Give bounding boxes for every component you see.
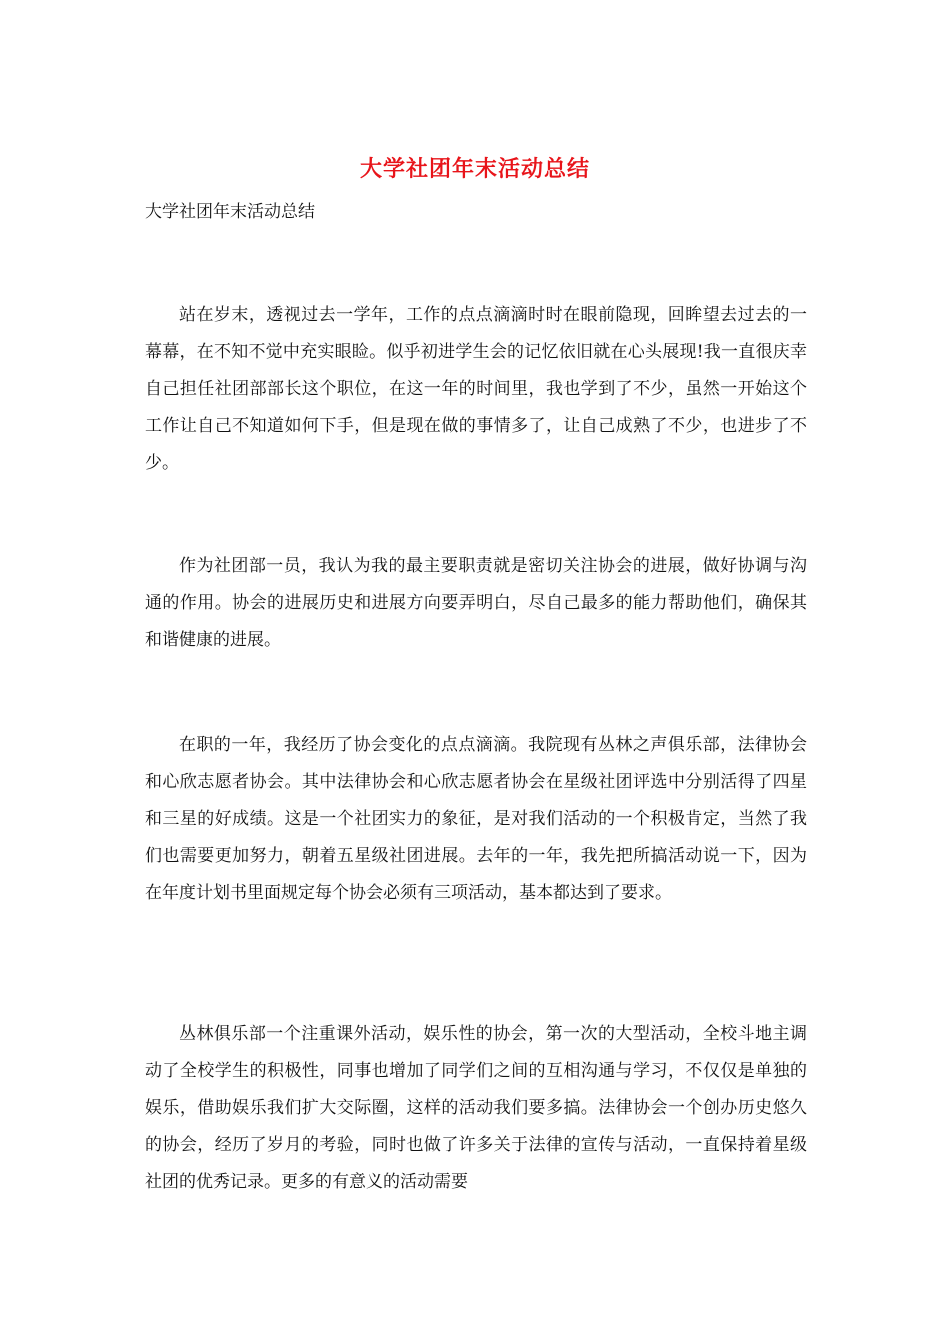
paragraph-4: 丛林俱乐部一个注重课外活动，娱乐性的协会，第一次的大型活动，全校斗地主调动了全校学生的积极性，同事也增加了同学们之间的互相沟通与学习，不仅仅是单独的娱乐，借助娱乐我们扩大交际圈，这样的活动我们要多搞。法律协会一个创办历史悠久的协会，经历了岁月的考验，同时也做了许多关于法律的宣传与活动，一直保持着星级社团的优秀记录。更多的有意义的活动需要 (145, 1024, 807, 1192)
paragraph-2: 作为社团部一员，我认为我的最主要职责就是密切关注协会的进展，做好协调与沟通的作用。协会的进展历史和进展方向要弄明白，尽自己最多的能力帮助他们，确保其和谐健康的进展。 (145, 556, 807, 650)
paragraph-1: 站在岁末，透视过去一学年，工作的点点滴滴时时在眼前隐现，回眸望去过去的一幕幕，在不知不觉中充实眼睑。似乎初进学生会的记忆依旧就在心头展现!我一直很庆幸自己担任社团部部长这个职位，在这一年的时间里，我也学到了不少，虽然一开始这个工作让自己不知道如何下手，但是现在做的事情多了，让自己成熟了不少，也进步了不少。 (145, 305, 807, 473)
document-subtitle: 大学社团年末活动总结 (145, 202, 315, 222)
paragraph-3: 在职的一年，我经历了协会变化的点点滴滴。我院现有丛林之声俱乐部，法律协会和心欣志愿者协会。其中法律协会和心欣志愿者协会在星级社团评选中分别活得了四星和三星的好成绩。这是一个社团实力的象征，是对我们活动的一个积极肯定，当然了我们也需要更加努力，朝着五星级社团进展。去年的一年，我先把所搞活动说一下，因为在年度计划书里面规定每个协会必须有三项活动，基本都达到了要求。 (145, 735, 807, 903)
document-title: 大学社团年末活动总结 (359, 156, 590, 182)
